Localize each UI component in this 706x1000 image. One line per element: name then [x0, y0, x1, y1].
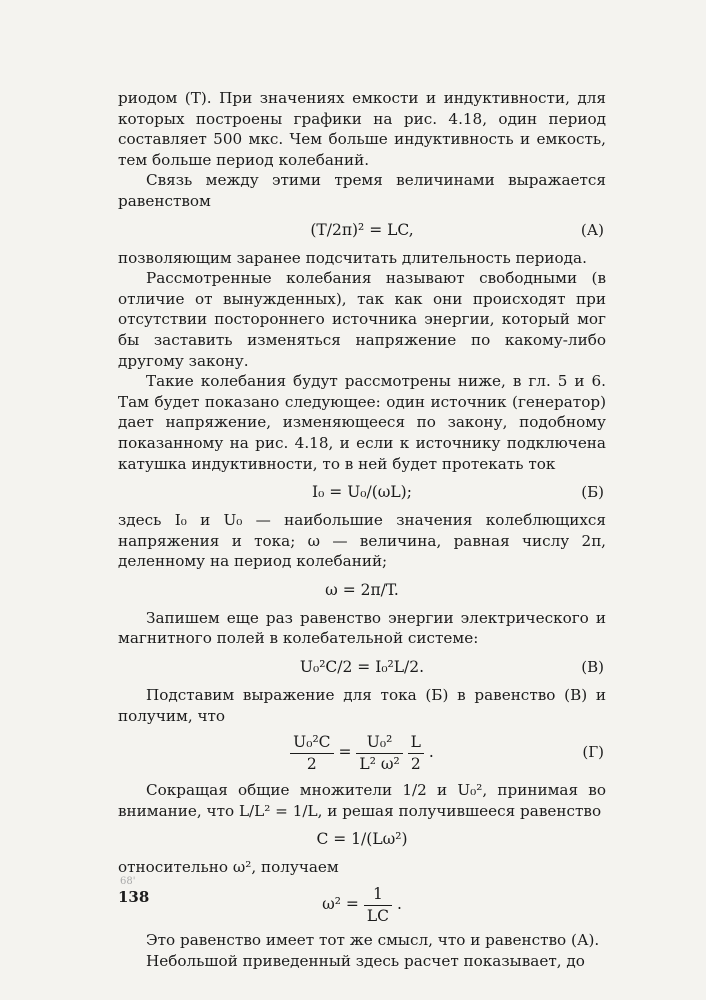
- paragraph: Это равенство имеет тот же смысл, что и равенство (А).: [146, 931, 600, 950]
- fraction: [290, 732, 333, 774]
- formula-expression: ω = 2π/T.: [325, 580, 399, 599]
- numerator: U₀²C: [290, 732, 333, 754]
- formula-label: (Г): [582, 743, 604, 762]
- formula-expression: I₀ = U₀/(ωL);: [312, 483, 412, 502]
- fraction: [356, 732, 402, 774]
- formula-expression: C = 1/(Lω²): [316, 830, 408, 849]
- period: .: [396, 895, 402, 914]
- period: .: [428, 743, 434, 762]
- formula-label: (Б): [581, 483, 604, 502]
- paragraph: позволяющим заранее подсчитать длительность периода.: [118, 248, 587, 267]
- formula-V: [118, 653, 606, 681]
- paragraph: Сокращая общие множители 1/2 и U₀², принимая во внимание, что L/L² = 1/L, и решая получившееся равенство: [118, 781, 606, 820]
- formula-G: [118, 730, 606, 776]
- fraction: [408, 732, 424, 774]
- denominator: L² ω²: [359, 754, 400, 773]
- numerator: 1: [364, 884, 392, 906]
- formula-label: (В): [581, 658, 604, 677]
- numerator: L: [408, 732, 424, 754]
- paragraph: Небольшой приведенный здесь расчет показывает, до: [146, 951, 585, 970]
- formula-C: [118, 825, 606, 853]
- paragraph: Рассмотренные колебания называют свободными (в отличие от вынужденных), так как они происходят при отсутствии постороннего источника энергии, который мог бы заставить изменяться напряжение по какому-либо другому закону.: [118, 269, 606, 370]
- formula-W: [118, 882, 606, 926]
- formula-label: (А): [580, 220, 604, 239]
- denominator: 2: [410, 754, 421, 773]
- margin-mark: 68': [120, 876, 136, 887]
- paragraph: относительно ω², получаем: [118, 858, 339, 877]
- formula-expression: U₀²C/2 = I₀²L/2.: [299, 658, 425, 677]
- paragraph: Такие колебания будут рассмотрены ниже, в гл. 5 и 6. Там будет показано следующее: один источник (генератор) дает напряжение, изменяющееся по закону, подобному показанному на рис. 4.18, и если к источнику подключена катушка индуктивности, то в ней будет протекать ток: [118, 372, 606, 473]
- paragraph: риодом (T). При значениях емкости и индуктивности, для которых построены графики на рис. 4.18, один период составляет 500 мкс. Чем больше индуктивность и емкость, тем больше период колебаний.: [118, 89, 606, 169]
- formula-A: [118, 216, 606, 244]
- formula-expression: (T/2π)² = LC,: [310, 220, 414, 239]
- fraction: [364, 884, 392, 926]
- book-page: [118, 88, 606, 971]
- paragraph: Подставим выражение для тока (Б) в равенство (В) и получим, что: [118, 686, 606, 725]
- paragraph: здесь I₀ и U₀ — наибольшие значения колеблющихся напряжения и тока; ω — величина, равная числу 2π, деленному на период колебаний;: [118, 511, 606, 571]
- denominator: 2: [306, 754, 317, 773]
- formula-expression: [118, 732, 606, 774]
- formula-omega: [118, 576, 606, 604]
- paragraph: Запишем еще раз равенство энергии электрического и магнитного полей в колебательной системе:: [118, 608, 606, 648]
- paragraph: Связь между этими тремя величинами выражается равенством: [118, 171, 606, 210]
- formula-expression: [118, 884, 606, 926]
- denominator: LC: [366, 906, 389, 925]
- formula-B: [118, 478, 606, 506]
- formula-lhs: ω² =: [322, 895, 359, 914]
- page-number: 138: [118, 888, 150, 906]
- equals-sign: =: [338, 743, 352, 762]
- numerator: U₀²: [356, 732, 402, 754]
